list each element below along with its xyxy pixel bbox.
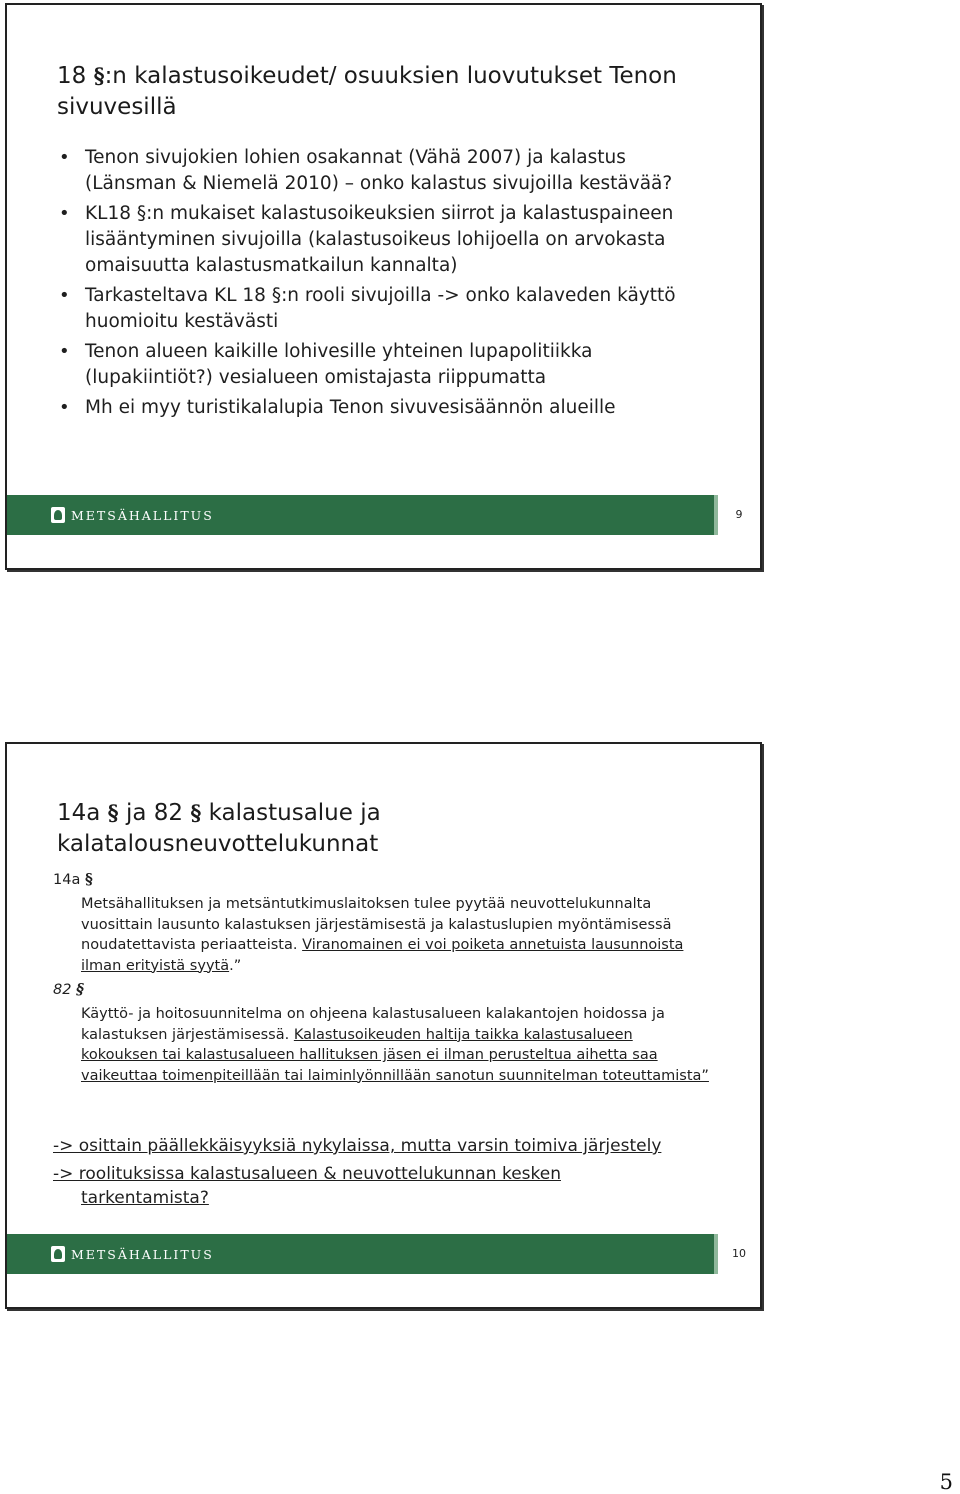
bullet-item: • Tenon sivujokien lohien osakannat (Vähä 2007) ja kalastus (Länsman & Niemelä 2010) – onko kalastus sivujoilla kestävää? [57, 145, 697, 197]
title-text: 14a [57, 800, 108, 826]
conclusion-1 [53, 1134, 713, 1158]
conclusion-text: tarkentamista? [81, 1188, 209, 1208]
paragraph-underlined: Kalastusoikeuden haltija taikka kalastusalueen kokouksen tai kalastusalueen hallituksen jäsen ei ilman perusteltua aihetta saa vaikeuttaa toimenpiteillään tai laiminlyönnillään sanotun suunnitelman toteuttamista” [81, 1026, 709, 1084]
label-text: 82 [53, 982, 77, 998]
section-label-14a [53, 870, 93, 888]
slide-title [57, 797, 707, 860]
slide-title [57, 60, 707, 123]
slide-number: 9 [735, 508, 743, 521]
section-sign: § [84, 870, 93, 888]
conclusion-2 [53, 1162, 713, 1210]
paragraph-14a [81, 894, 711, 976]
paragraph-text: .” [229, 957, 242, 974]
paragraph-text: Käyttö- ja hoitosuunnitelma on ohjeena kalastusalueen kalakantojen hoidossa ja kalastuksen järjestämisessä. [81, 1006, 665, 1043]
slide-footer [7, 495, 760, 535]
section-sign: § [190, 800, 202, 825]
bullet-item: • KL18 §:n mukaiset kalastusoikeuksien siirrot ja kalastuspaineen lisääntyminen sivujoilla (kalastusoikeus lohijoella on arvokasta omaisuutta kalastusmatkailun kannalta) [57, 201, 697, 279]
slide-number: 10 [732, 1247, 746, 1260]
section-label-82 [53, 980, 84, 998]
paragraph-underlined: Viranomainen ei voi poiketa annetuista lausunnoista ilman erityistä syytä [81, 937, 684, 974]
metsahallitus-logo [51, 1245, 214, 1263]
label-text: 14a [53, 872, 85, 888]
logo-text: METSÄHALLITUS [71, 1246, 214, 1262]
logo-text: METSÄHALLITUS [71, 507, 214, 523]
conclusion-text: -> osittain päällekkäisyyksiä nykylaissa, mutta varsin toimiva järjestely [53, 1136, 662, 1156]
section-sign: § [107, 800, 119, 825]
slide-10 [5, 742, 762, 1309]
paragraph-text: Metsähallituksen ja metsäntutkimuslaitoksen tulee pyytää neuvottelukunnalta vuosittain lausunto kalastuksen järjestämisestä ja kalastuslupien myöntämisessä noudatettavista periaatteista. [81, 896, 672, 953]
leaf-icon [51, 507, 65, 523]
title-text: :n kalastusoikeudet/ osuuksien luovutukset Tenon sivuvesillä [57, 63, 677, 120]
title-text: 18 [57, 63, 94, 89]
slide-footer [7, 1234, 760, 1274]
leaf-icon [51, 1246, 65, 1262]
title-text: ja 82 [118, 800, 191, 826]
bullet-item: • Mh ei myy turistikalalupia Tenon sivuvesisäännön alueille [57, 395, 697, 421]
metsahallitus-logo [51, 506, 214, 524]
bullet-list [57, 145, 697, 425]
section-sign: § [76, 980, 84, 998]
conclusion-text: -> roolituksissa kalastusalueen & neuvottelukunnan kesken [53, 1164, 561, 1184]
title-text: kalastusalue ja kalatalousneuvottelukunnat [57, 800, 381, 857]
document-page-number: 5 [939, 1470, 953, 1494]
section-sign: § [93, 63, 105, 88]
slide-9 [5, 3, 762, 570]
bullet-item: • Tarkasteltava KL 18 §:n rooli sivujoilla -> onko kalaveden käyttö huomioitu kestävästi [57, 283, 697, 335]
bullet-item: • Tenon alueen kaikille lohivesille yhteinen lupapolitiikka (lupakiintiöt?) vesialueen omistajasta riippumatta [57, 339, 697, 391]
paragraph-82 [81, 1004, 711, 1086]
